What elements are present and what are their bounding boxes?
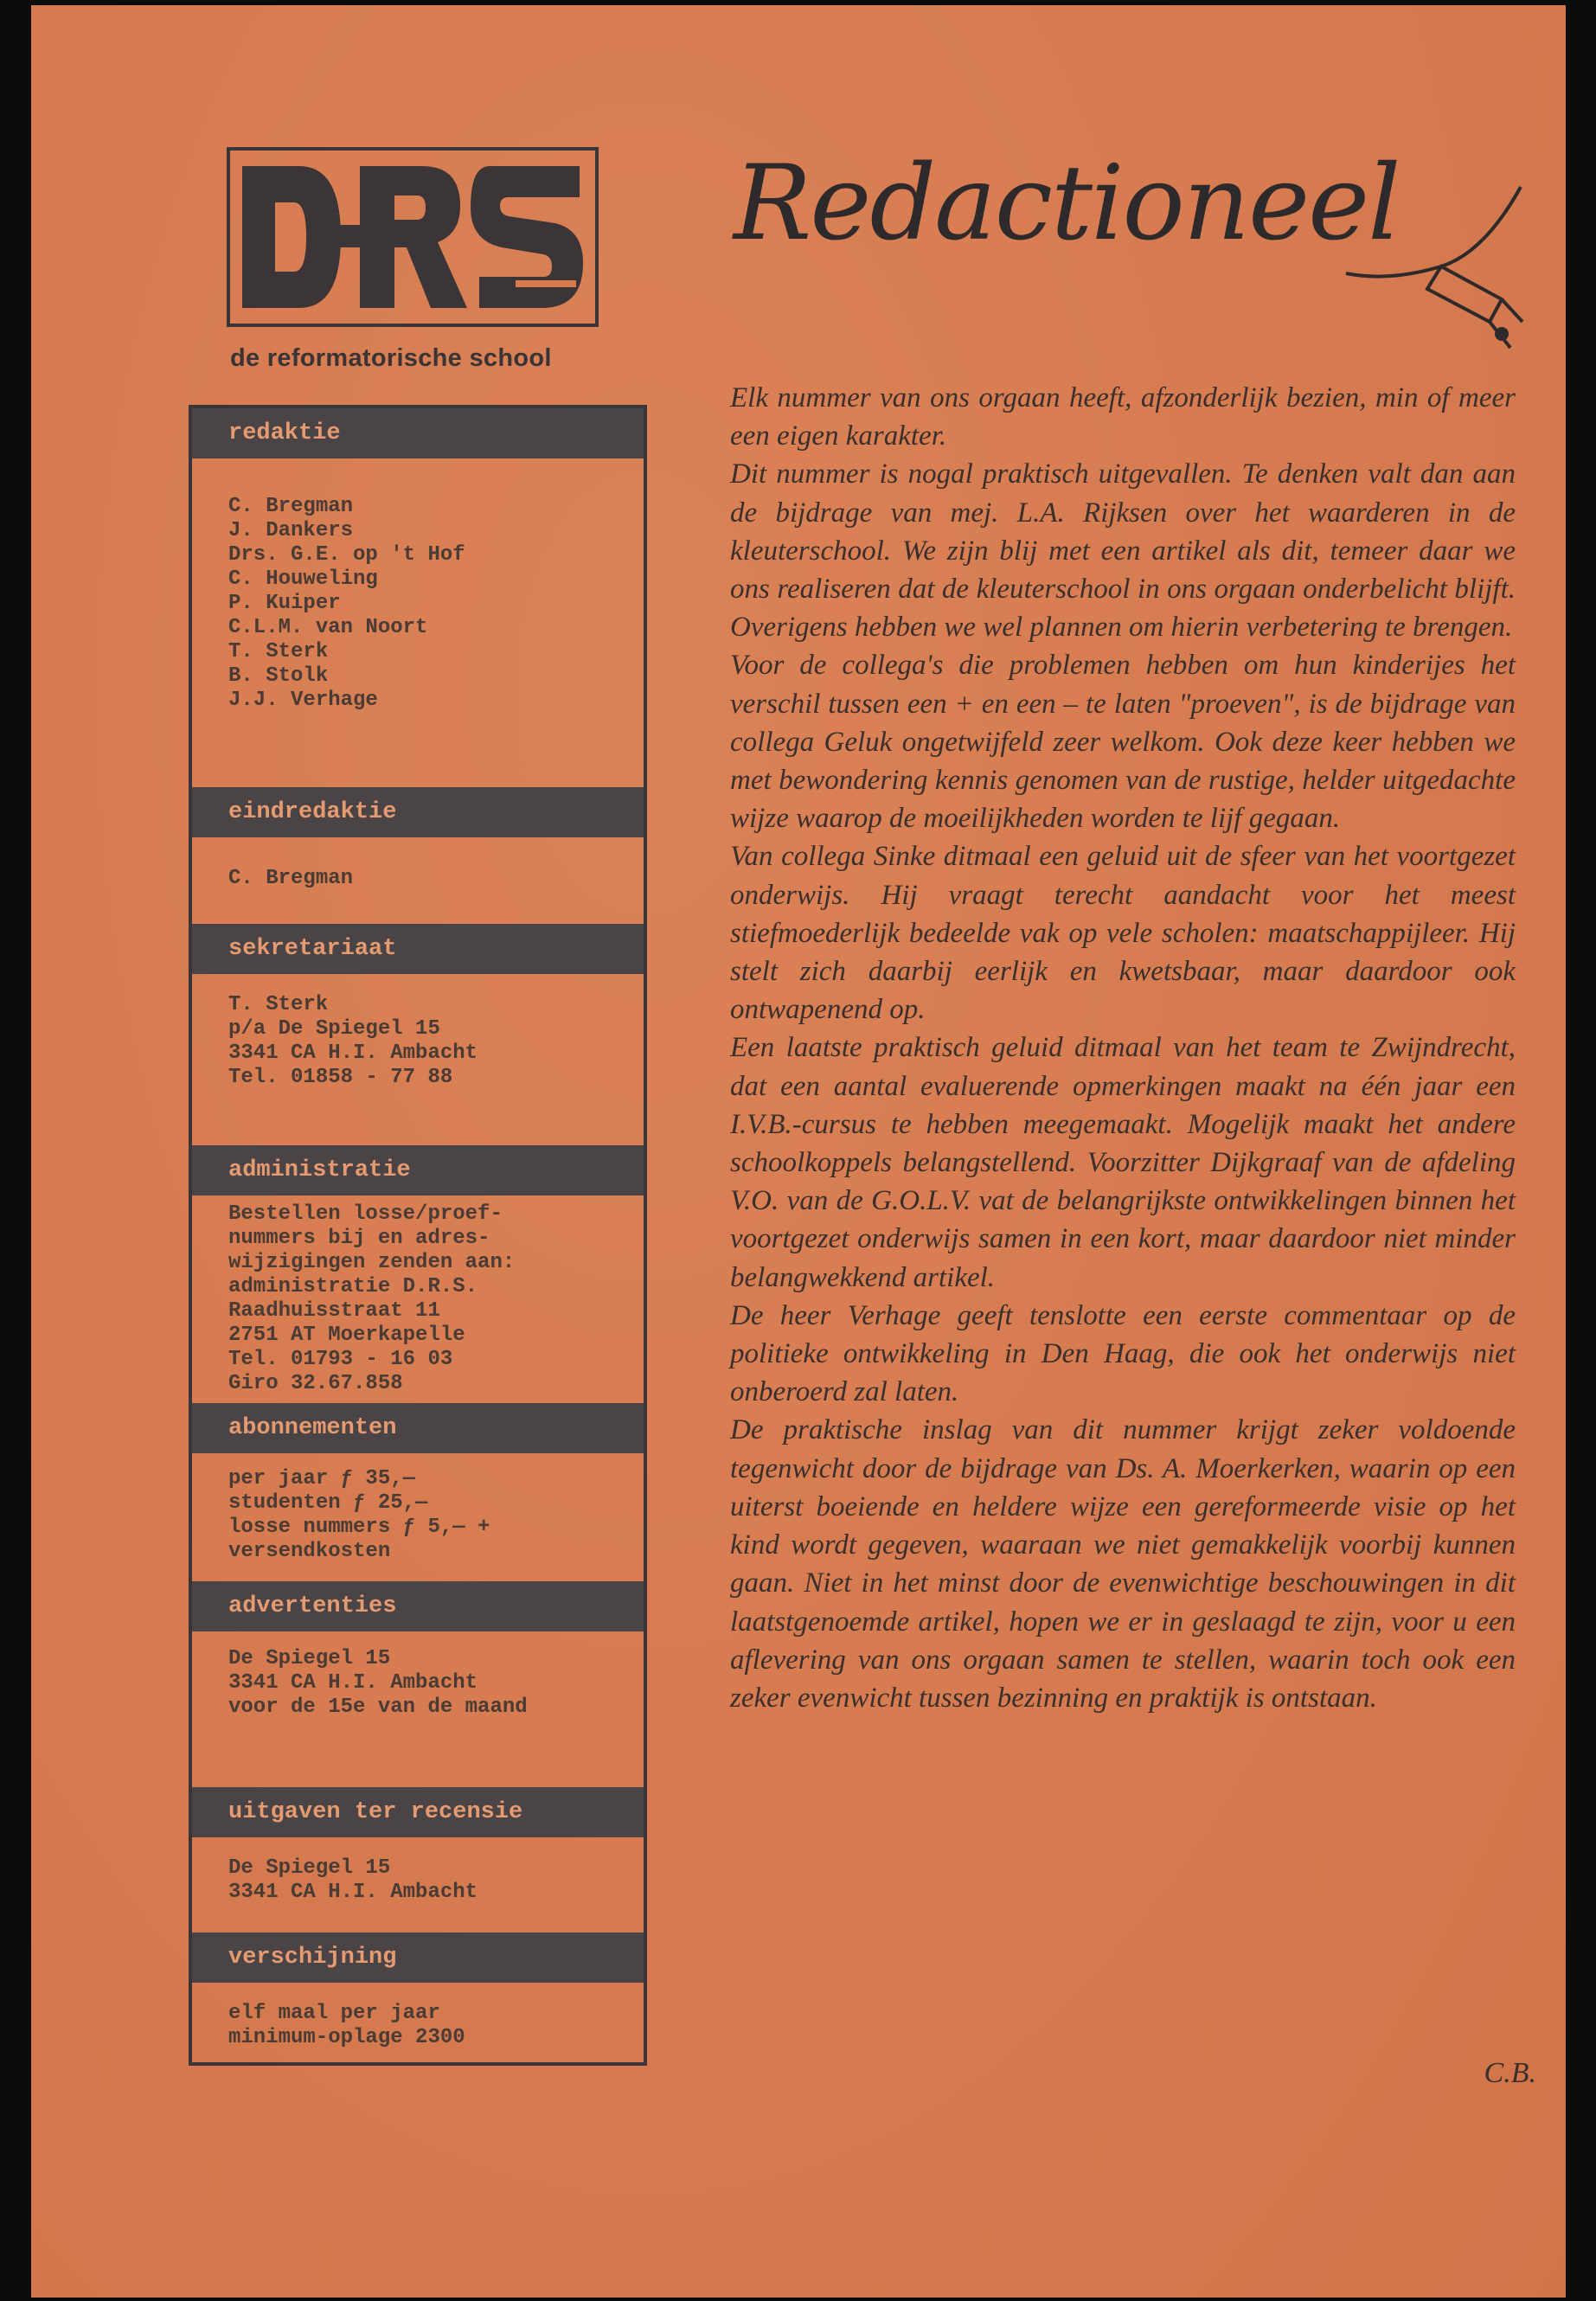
redaktie-member: C.L.M. van Noort — [228, 616, 428, 639]
eindredaktie-member: C. Bregman — [228, 867, 354, 890]
editorial-paragraph: Een laatste praktisch geluid ditmaal van het team te Zwijndrecht, dat een aantal evaluerende opmerkingen maakt na één jaar een I.V.B.-cursus te hebben meegemaakt. Mogelijk maakt het andere schoolkoppels belangstellend. Voorzitter Dijkgraaf van de afdeling V.O. van de G.O.L.V. vat de belangrijkste ontwikkelingen binnen het voortgezet onderwijs samen in een kort, maar daardoor niet minder belangwekkend artikel. — [730, 1032, 1516, 1293]
administratie-line: Giro 32.67.858 — [228, 1372, 403, 1395]
editorial-paragraph: Dit nummer is nogal praktisch uitgevallen. Te denken valt dan aan de bijdrage van mej. L.A. Rijksen over het waarderen in de kleuterschool. We zijn blij met een artikel als dit, temeer daar we ons realiseren dat de kleuterschool in ons orgaan onderbelicht blijft. Overigens hebben we wel plannen om hierin verbetering te brengen. — [730, 458, 1516, 644]
heading-redaktie: redaktie — [192, 408, 644, 458]
redaktie-member: J.J. Verhage — [228, 689, 378, 712]
redaktie-member: C. Bregman — [228, 495, 354, 518]
quill-pen-icon — [1337, 170, 1536, 360]
redaktie-list — [228, 495, 465, 713]
heading-administratie: administratie — [192, 1145, 644, 1195]
editorial-paragraph: Elk nummer van ons orgaan heeft, afzonderlijk bezien, min of meer een eigen karakter. — [730, 382, 1516, 452]
address-line: 3341 CA H.I. Ambacht — [228, 1042, 478, 1065]
address-line: T. Sterk — [228, 993, 329, 1016]
recensie-address — [228, 1856, 478, 1905]
heading-sekretariaat: sekretariaat — [192, 924, 644, 974]
advertenties-line: voor de 15e van de maand — [228, 1695, 528, 1719]
magazine-page — [31, 5, 1566, 2298]
redaktie-member: T. Sterk — [228, 640, 329, 663]
administratie-line: Bestellen losse/proef- — [228, 1202, 503, 1226]
administratie-line: Raadhuisstraat 11 — [228, 1299, 440, 1323]
editorial-paragraph: Van collega Sinke ditmaal een geluid uit de sfeer van het voortgezet onderwijs. Hij vraagt terecht aandacht voor het meest stiefmoederlijk bedeelde vak op vele scholen: maatschappijleer. Hij stelt zich daarbij eerlijk en kwetsbaar, maar daardoor ook ontwapenend op. — [730, 841, 1516, 1026]
logo-subtitle: de reformatorische school — [230, 344, 552, 372]
sekretariaat-address — [228, 993, 478, 1090]
drs-logo — [227, 147, 599, 327]
drs-logo-mark — [230, 151, 595, 324]
editorial-paragraph: De heer Verhage geeft tenslotte een eerste commentaar op de politieke ontwikkeling in Den Haag, die ook het onderwijs niet onberoerd zal laten. — [730, 1299, 1516, 1408]
price-line: losse nummers ƒ 5,— + — [228, 1516, 490, 1539]
redaktie-member: Drs. G.E. op 't Hof — [228, 543, 465, 567]
redaktie-member: J. Dankers — [228, 519, 354, 542]
price-line: studenten ƒ 25,— — [228, 1491, 428, 1515]
administratie-line: nummers bij en adres- — [228, 1227, 490, 1250]
heading-recensie: uitgaven ter recensie — [192, 1787, 644, 1837]
address-line: p/a De Spiegel 15 — [228, 1017, 440, 1041]
editorial-paragraph: Voor de collega's die problemen hebben om hun kinderijes het verschil tussen een + en een – te laten "proeven", is de bijdrage van collega Geluk ongetwijfeld zeer welkom. Ook deze keer hebben we met bewondering kennis genomen van de rustige, helder uitgedachte wijze waarop de moeilijkheden worden te lijf gegaan. — [730, 650, 1516, 835]
author-signature: C.B. — [1484, 2057, 1536, 2089]
recensie-line: De Spiegel 15 — [228, 1856, 391, 1880]
advertenties-text — [228, 1647, 528, 1720]
heading-advertenties: advertenties — [192, 1581, 644, 1631]
administratie-text — [228, 1202, 515, 1396]
verschijning-line: elf maal per jaar — [228, 2002, 440, 2025]
administratie-line: 2751 AT Moerkapelle — [228, 1324, 465, 1347]
heading-abonnementen: abonnementen — [192, 1403, 644, 1453]
heading-eindredaktie: eindredaktie — [192, 787, 644, 837]
advertenties-line: 3341 CA H.I. Ambacht — [228, 1671, 478, 1695]
administratie-line: wijzigingen zenden aan: — [228, 1251, 516, 1274]
editorial-text — [730, 379, 1516, 1717]
colophon-sidebar — [189, 405, 647, 2066]
editorial-paragraph: De praktische inslag van dit nummer krijgt zeker voldoende tegenwicht door de bijdrage van Ds. A. Moerkerken, waarin op een uiterst boeiende en heldere wijze een gereformeerde visie op het kind wordt gegeven, waaraan we niet gemakkelijk voorbij kunnen gaan. Niet in het minst door de evenwichtige beschouwingen in dit laatstgenoemde artikel, hopen we er in geslaagd te zijn, voor u een aflevering van ons orgaan samen te stellen, waarin toch ook een zeker evenwicht tussen bezinning en praktijk is ontstaan. — [730, 1414, 1516, 1714]
advertenties-line: De Spiegel 15 — [228, 1647, 391, 1670]
verschijning-text — [228, 2002, 465, 2050]
article-title: Redactioneel — [734, 144, 1400, 264]
eindredaktie-list — [228, 867, 353, 891]
redaktie-member: B. Stolk — [228, 664, 329, 688]
administratie-line: Tel. 01793 - 16 03 — [228, 1348, 453, 1371]
redaktie-member: P. Kuiper — [228, 592, 341, 615]
administratie-line: administratie D.R.S. — [228, 1275, 478, 1298]
abonnementen-prices — [228, 1467, 490, 1564]
address-line: Tel. 01858 - 77 88 — [228, 1066, 453, 1089]
price-line: versendkosten — [228, 1540, 391, 1563]
redaktie-member: C. Houweling — [228, 567, 378, 591]
recensie-line: 3341 CA H.I. Ambacht — [228, 1881, 478, 1904]
price-line: per jaar ƒ 35,— — [228, 1467, 416, 1490]
heading-verschijning: verschijning — [192, 1932, 644, 1983]
verschijning-line: minimum-oplage 2300 — [228, 2026, 465, 2049]
